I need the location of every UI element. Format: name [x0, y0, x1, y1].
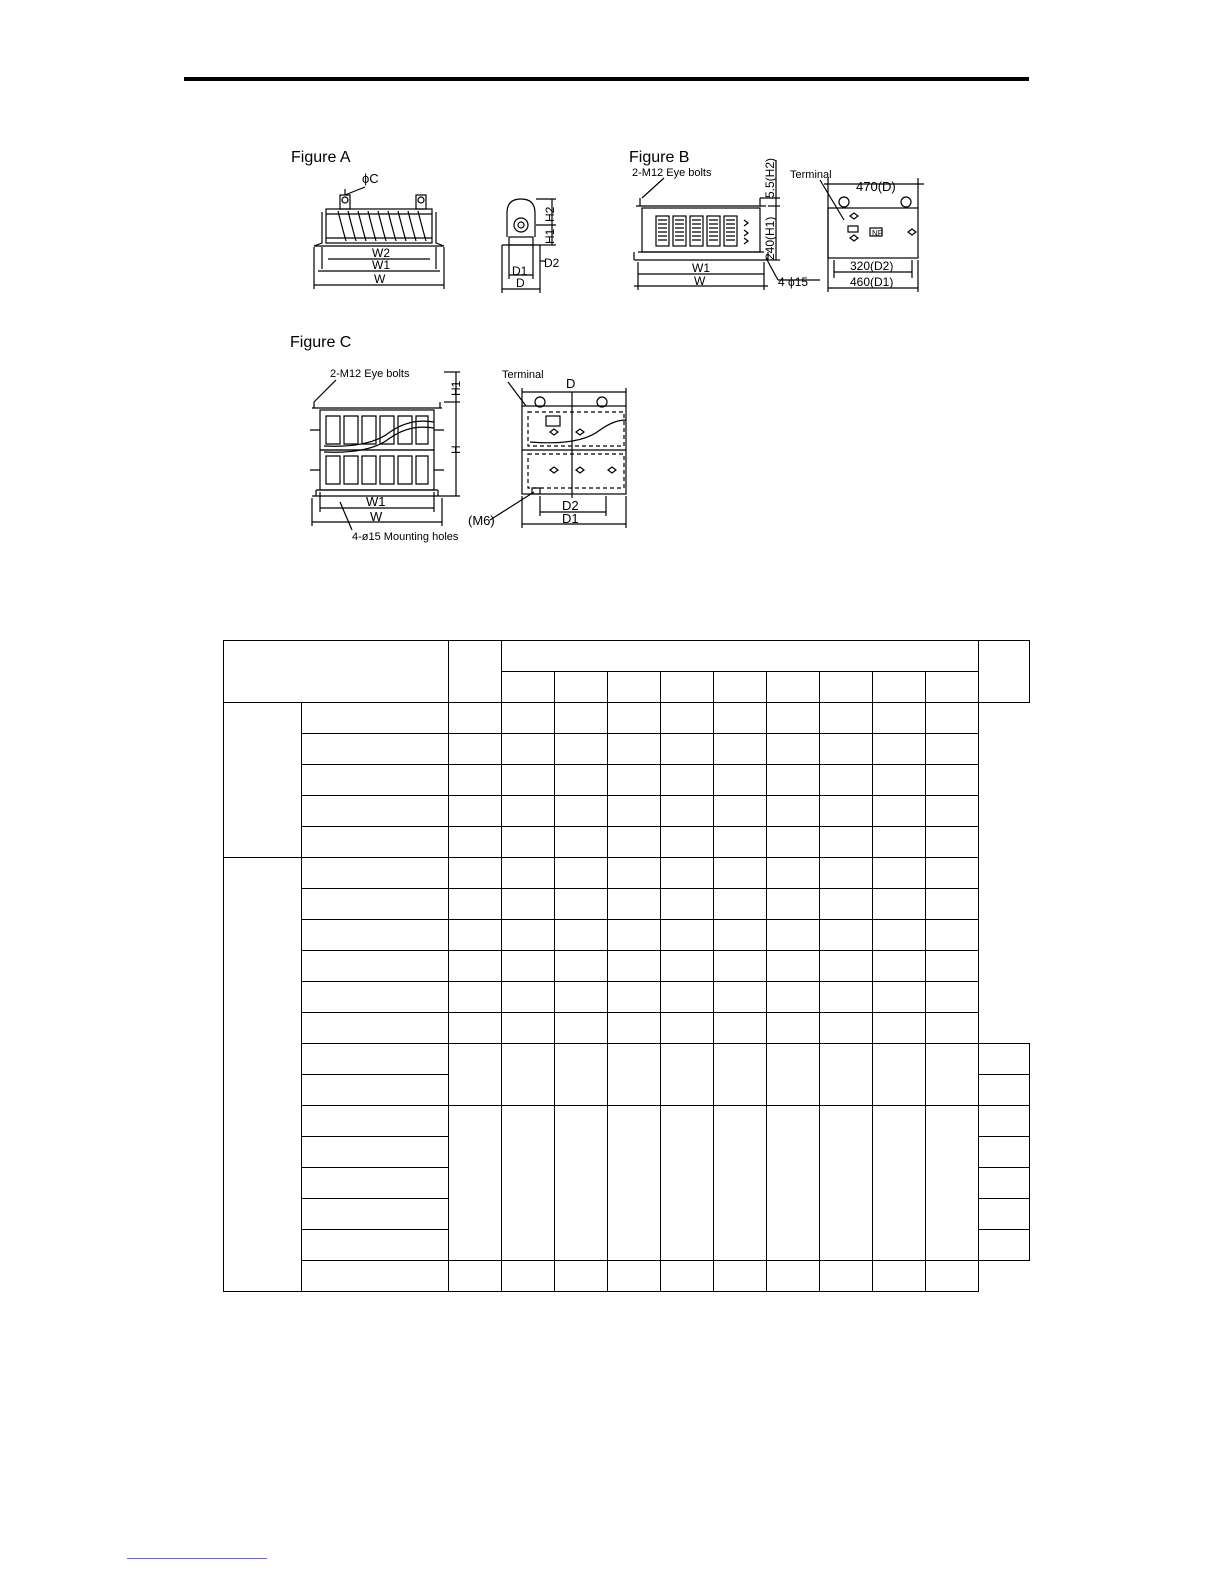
figure-a-title: Figure A [291, 149, 351, 166]
figure-c-w-label: W [370, 509, 383, 524]
table-cell [926, 672, 979, 703]
figure-a-drawing [300, 165, 560, 300]
figure-b-d1-label: 460(D1) [850, 275, 894, 289]
table-row [224, 1261, 1030, 1292]
figure-a-w-label: W [374, 272, 386, 286]
figure-a-d-label: D [516, 276, 525, 290]
table-cell [449, 641, 502, 703]
table-cell [661, 672, 714, 703]
figure-b-w-label: W [694, 274, 706, 288]
figure-a-w2-label: W2 [372, 246, 390, 260]
figure-c-mounting-label: 4-ø15 Mounting holes [352, 531, 459, 543]
figure-a-h1-label: H1 [543, 228, 557, 244]
figure-c-m6-label: (M6) [468, 513, 495, 528]
figure-b-holes-label: 4 ϕ15 [778, 275, 809, 289]
table-cell [555, 672, 608, 703]
figure-b-h2-label: 5.5(H2) [763, 157, 777, 198]
table-cell [820, 672, 873, 703]
figure-b-title: Figure B [629, 149, 690, 166]
table-cell [224, 641, 449, 703]
figure-c-h1-label: H1 [449, 380, 463, 396]
figure-b-np-label: NP [872, 229, 884, 238]
figure-b-d2-label: 320(D2) [850, 259, 894, 273]
table-cell [224, 858, 302, 1292]
figure-c-d2-label: D2 [562, 498, 579, 513]
figure-b-w1-label: W1 [692, 261, 710, 275]
figure-c-terminal-label: Terminal [502, 369, 544, 381]
table-cell [608, 672, 661, 703]
figure-a-d1-label: D1 [512, 264, 528, 278]
figure-c-eye-bolts-label: 2-M12 Eye bolts [330, 368, 410, 380]
figure-a-h2-label: H2 [543, 206, 557, 222]
table-row [224, 1106, 1030, 1137]
figure-c-w1-label: W1 [366, 494, 386, 509]
table-row [224, 734, 1030, 765]
table-cell [873, 672, 926, 703]
figure-b-drawing [630, 150, 930, 295]
figure-b-eye-bolts-label: 2-M12 Eye bolts [632, 167, 712, 179]
table-row [224, 982, 1030, 1013]
figure-c-h-label: H [449, 445, 463, 454]
table-cell [502, 672, 555, 703]
table-cell [224, 703, 302, 858]
table-row [224, 951, 1030, 982]
figure-c-drawing [300, 362, 640, 547]
figure-a-d2-label: D2 [544, 256, 560, 270]
table-row [224, 703, 1030, 734]
figure-b-h1-label: 240(H1) [763, 216, 777, 260]
table-header-row [224, 641, 1030, 672]
figure-b-d-label: 470(D) [856, 179, 896, 194]
table-row [224, 858, 1030, 889]
figure-c-title: Figure C [290, 334, 352, 351]
table-row [224, 889, 1030, 920]
table-row [224, 827, 1030, 858]
table-cell [714, 672, 767, 703]
table-row [224, 765, 1030, 796]
figure-b-terminal-label: Terminal [790, 169, 832, 181]
spec-table [223, 640, 1030, 1292]
table-cell [767, 672, 820, 703]
header-rule [184, 77, 1029, 81]
table-row [224, 796, 1030, 827]
footnote-rule [127, 1558, 267, 1559]
figure-c-d1-label: D1 [562, 511, 579, 526]
table-row [224, 920, 1030, 951]
figure-c-d-label: D [566, 376, 576, 391]
table-cell [979, 641, 1030, 703]
table-row [224, 1044, 1030, 1075]
table-cell [502, 641, 979, 672]
figure-a-w1-label: W1 [372, 258, 390, 272]
figure-a-phi-c-label: ϕC [362, 171, 379, 186]
table-row [224, 1013, 1030, 1044]
